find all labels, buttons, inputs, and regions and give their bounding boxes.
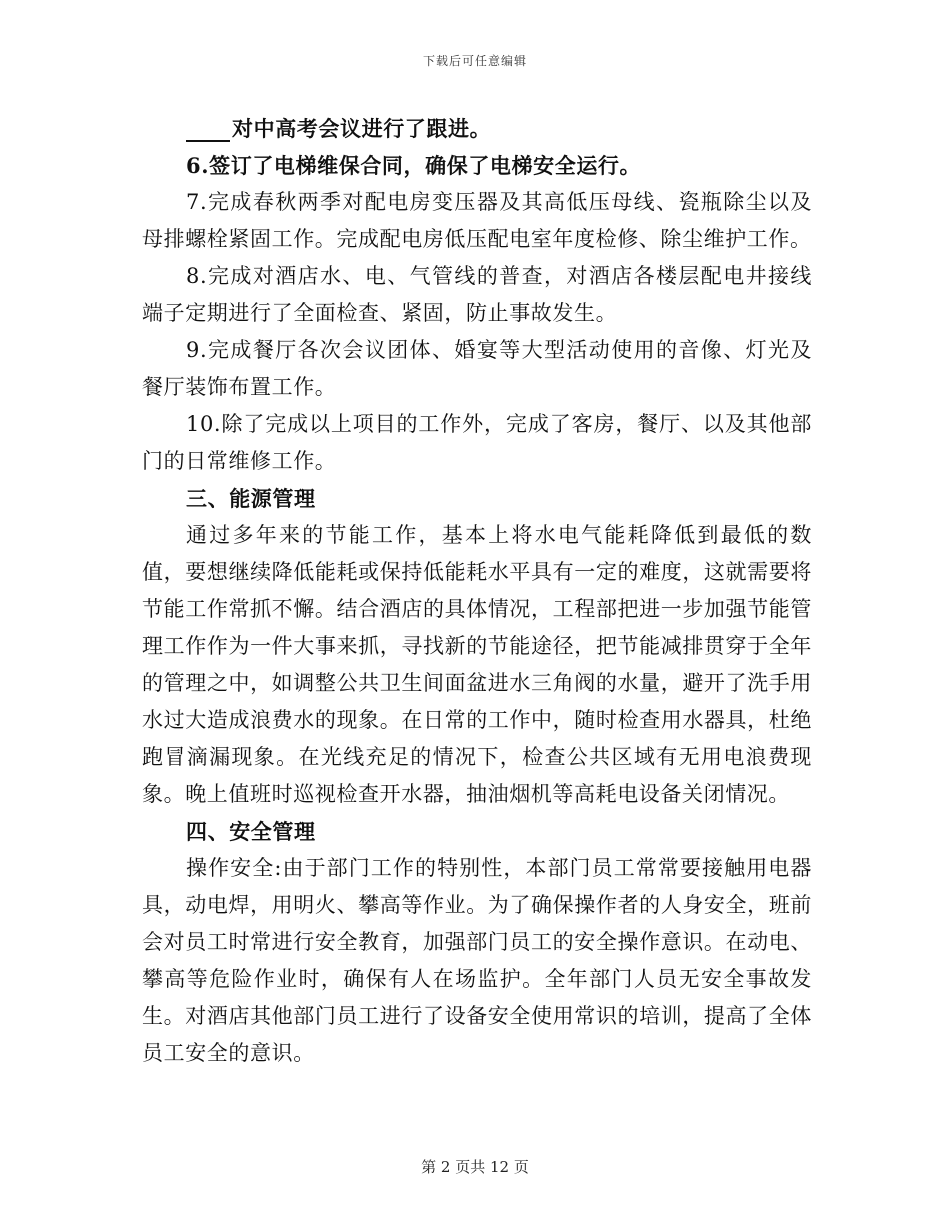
paragraph-meeting-followup-text: 对中高考会议进行了跟进。 bbox=[232, 116, 492, 141]
paragraph-operation-safety: 操作安全:由于部门工作的特别性，本部门员工常常要接触用电器具，动电焊，用明火、攀高等作业。为了确保操作者的人身安全，班前会对员工时常进行安全教育，加强部门员工的安全操作意识。在动电、攀高等危险作业时，确保有人在场监护。全年部门人员无安全事故发生。对酒店其他部门员工进行了设备安全使用常识的培训，提高了全体员工安全的意识。 bbox=[142, 856, 812, 1065]
paragraph-item-9: 9.完成餐厅各次会议团体、婚宴等大型活动使用的音像、灯光及餐厅装饰布置工作。 bbox=[142, 338, 812, 399]
paragraph-meeting-followup bbox=[142, 110, 812, 147]
blank-underline bbox=[186, 118, 230, 142]
page-footer: 第 2 页共 12 页 bbox=[421, 1158, 529, 1176]
paragraph-item-7: 7.完成春秋两季对配电房变压器及其高低压母线、瓷瓶除尘以及母排螺栓紧固工作。完成配电房低压配电室年度检修、除尘维护工作。 bbox=[142, 190, 812, 251]
paragraph-item-8: 8.完成对酒店水、电、气管线的普查，对酒店各楼层配电井接线端子定期进行了全面检查、紧固，防止事故发生。 bbox=[142, 264, 812, 325]
paragraph-energy-management: 通过多年来的节能工作，基本上将水电气能耗降低到最低的数值，要想继续降低能耗或保持低能耗水平具有一定的难度，这就需要将节能工作常抓不懈。结合酒店的具体情况，工程部把进一步加强节能管理工作作为一件大事来抓，寻找新的节能途径，把节能减排贯穿于全年的管理之中，如调整公共卫生间面盆进水三角阀的水量，避开了洗手用水过大造成浪费水的现象。在日常的工作中，随时检查用水器具，杜绝跑冒滴漏现象。在光线充足的情况下，检查公共区域有无用电浪费现象。晚上值班时巡视检查开水器，抽油烟机等高耗电设备关闭情况。 bbox=[142, 523, 812, 806]
paragraph-item-10: 10.除了完成以上项目的工作外，完成了客房，餐厅、以及其他部门的日常维修工作。 bbox=[142, 412, 812, 473]
document-body bbox=[142, 110, 812, 1072]
section-heading-safety: 四、安全管理 bbox=[186, 819, 316, 844]
page-header: 下载后可任意编辑 bbox=[422, 54, 527, 68]
section-heading-energy: 三、能源管理 bbox=[186, 486, 316, 511]
paragraph-elevator-contract: 6.签订了电梯维保合同，确保了电梯安全运行。 bbox=[186, 153, 642, 178]
